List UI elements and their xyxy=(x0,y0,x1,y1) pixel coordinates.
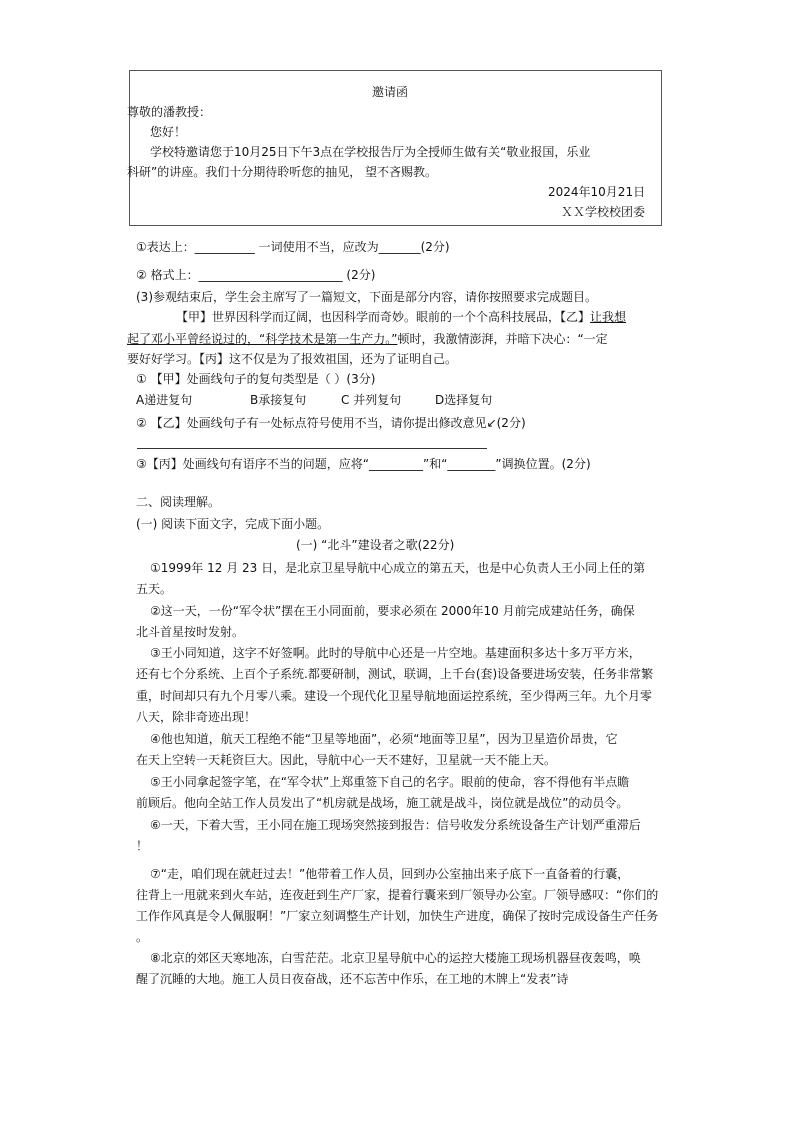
article-line: 在天上空转一天耗资巨大。因此，导航中心一天不建好，卫星就一天不能上天。 xyxy=(136,753,557,767)
invitation-body-line2: 科研”的讲座。我们十分期待聆听您的抽见， 望不吝赐教。 xyxy=(127,165,438,179)
passage-line-2-rest: 顿时，我激情澎湃，并暗下决心：“一定 xyxy=(397,332,608,346)
article-line: ②这一天，一份“军令状”摆在王小同面前，要求必须在 2000年10 月前完成建站任务，确保 xyxy=(150,604,635,618)
option-d: D选择复句 xyxy=(435,393,493,407)
article-line: ⑦“走，咱们现在就赶过去！”他带着工作人员，回到办公室抽出来子底下一直备着的行囊， xyxy=(150,867,630,881)
passage-line-3: 要好好学习。【丙】这不仅是为了报效祖国，还为了证明自己。 xyxy=(127,352,458,366)
invitation-sender: ＸＸ学校校团委 xyxy=(561,205,646,219)
passage-line-1 xyxy=(176,309,626,325)
article-line: ！ xyxy=(136,839,149,853)
passage-line-2 xyxy=(127,331,608,347)
article-line: 北斗首星按时发射。 xyxy=(136,625,245,639)
section-heading: 二、阅读理解。 xyxy=(136,495,221,509)
sub-question-2: ② 【乙】处画线句子有一处标点符号使用不当，请你提出修改意见↙(2分) xyxy=(136,416,526,430)
sub-question-1: ① 【甲】处画线句子的复句类型是（ ）(3分) xyxy=(136,372,376,386)
passage-underlined-yi-start: 让我想 xyxy=(590,310,627,324)
article-line: 还有七个分系统、上百个子系统.都要研制，测试，联调，上千台(套)设备要进场安装，任务非常繁 xyxy=(136,667,654,681)
article-line: ③王小同知道，这字不好签啊。此时的导航中心还是一片空地。基建面积多达十多万平方米， xyxy=(150,646,641,660)
article-line: ⑥一天，下着大雪，王小同在施工现场突然接到报告：信号收发分系统设备生产计划严重滞后 xyxy=(150,818,641,832)
article-line: 八天，除非奇迹出现！ xyxy=(136,710,257,724)
article-line: 工作作风真是令人佩服啊！”厂家立刻调整生产计划，加快生产进度，确保了按时完成设备生产任务 xyxy=(136,909,659,923)
invitation-title: 邀请函 xyxy=(372,85,409,99)
reading-instruction: (一) 阅读下面文字，完成下面小题。 xyxy=(136,517,330,531)
passage-underlined-yi-end: 起了邓小平曾经说过的，“科学技术是第一生产力。” xyxy=(127,332,398,346)
article-line: 前顾后。他向全站工作人员发出了“机房就是战场，施工就是战斗，岗位就是战位”的动员令。 xyxy=(136,796,629,810)
article-line: ④他也知道，航天工程绝不能“卫星等地面”，必须“地面等卫星”，因为卫星造价昂贵，它 xyxy=(150,732,618,746)
article-line: ⑧北京的郊区天寒地冻，白雪茫茫。北京卫星导航中心的运控大楼施工现场机器昼夜轰鸣，唤 xyxy=(150,951,641,965)
invitation-body-line1: 学校特邀请您于10月25日下午3点在学校报告厅为全授师生做有关“敬业报国，乐业 xyxy=(150,145,591,159)
option-a: A递进复句 xyxy=(136,393,193,407)
invitation-salutation: 尊敬的潘教授： xyxy=(127,105,212,119)
sub-question-3: ③【丙】处画线句有语序不当的问题，应将“_________”和“________”调换位置。(2分) xyxy=(136,457,591,471)
article-line: ①1999年 12 月 23 日，是北京卫星导航中心成立的第五天，也是中心负责人王小同上任的第 xyxy=(150,561,646,575)
invitation-greeting: 您好！ xyxy=(150,125,187,139)
question-3-intro: (3)参观结束后，学生会主席写了一篇短文，下面是部分内容，请你按照要求完成题目。 xyxy=(136,290,598,304)
article-line: 五天。 xyxy=(136,582,173,596)
article-line: 。 xyxy=(136,930,149,944)
option-c: C 并列复句 xyxy=(341,393,402,407)
article-line: 往背上一甩就来到火车站，连夜赶到生产厂家，提着行囊来到厂领导办公室。厂领导感叹：“你们的 xyxy=(136,888,659,902)
article-line: ⑤王小同拿起签字笔，在“军令状”上郑重签下自己的名字。眼前的使命，容不得他有半点瞻 xyxy=(150,775,630,789)
option-b: B承接复句 xyxy=(250,393,307,407)
question-1: ①表达上：__________ 一词使用不当，应改为_______(2分) xyxy=(136,240,450,254)
question-2: ② 格式上：________________________ (2分) xyxy=(136,268,376,282)
article-line: 醒了沉睡的大地。施工人员日夜奋战，还不忘苦中作乐，在工地的木牌上“发表”诗 xyxy=(136,972,569,986)
invitation-date: 2024年10月21日 xyxy=(548,185,646,199)
article-title: (一) “北斗”建设者之歌(22分) xyxy=(296,538,455,552)
answer-blank-line xyxy=(137,448,487,449)
passage-jia-yi: 【甲】世界因科学而辽阔，也因科学而奇妙。眼前的一个个高科技展品，【乙】 xyxy=(176,310,591,324)
article-line: 重，时间却只有九个月零八乘。建设一个现代化卫星导航地面运控系统，至少得两三年。九个月零 xyxy=(136,689,653,703)
